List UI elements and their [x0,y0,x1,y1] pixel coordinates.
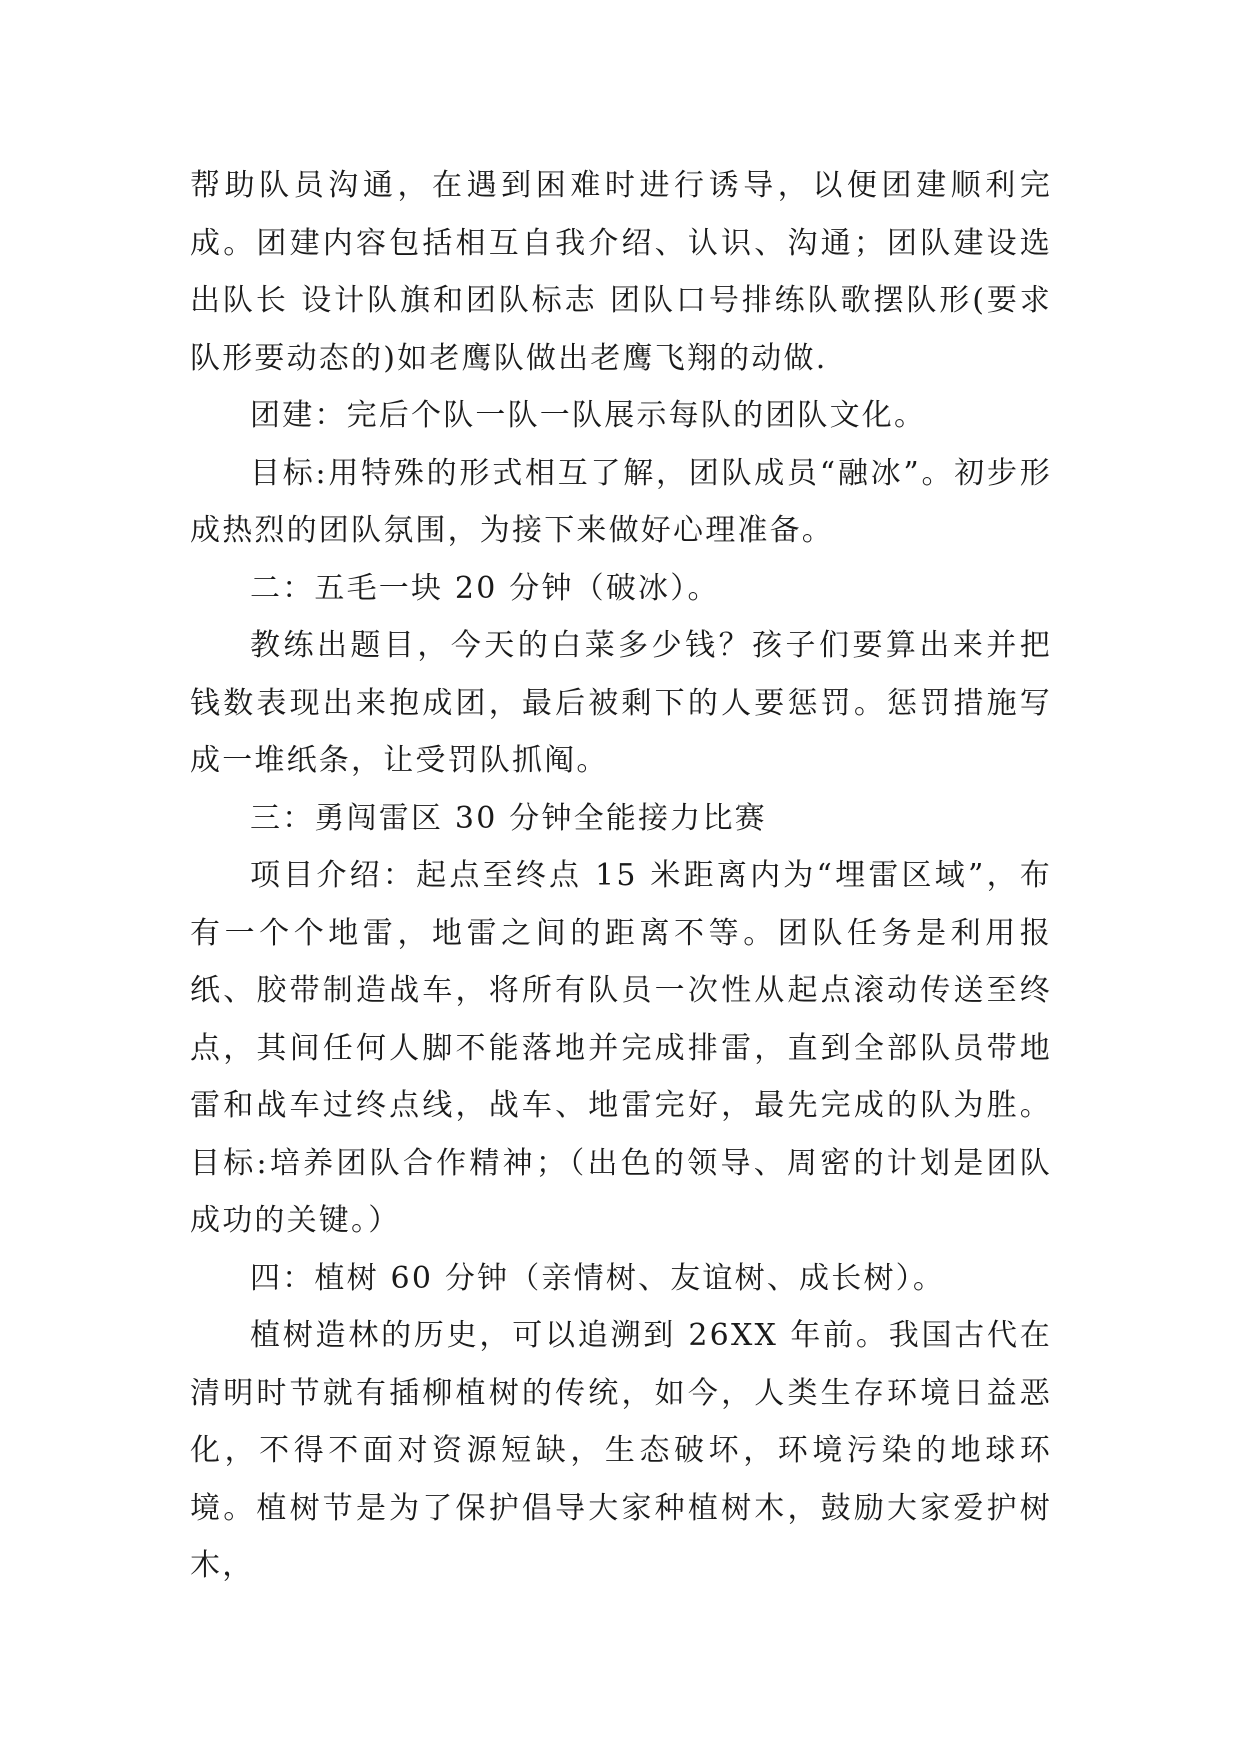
paragraph-7: 项目介绍：起点至终点 15 米距离内为“埋雷区域”，布有一个个地雷，地雷之间的距离不等。团队任务是利用报纸、胶带制造战车，将所有队员一次性从起点滚动传送至终点，其间任何人脚不能落地并完成排雷，直到全部队员带地雷和战车过终点线，战车、地雷完好，最先完成的队为胜。目标:培养团队合作精神；（出色的领导、周密的计划是团队成功的关键。） [190,858,1052,1238]
paragraph-1: 帮助队员沟通，在遇到困难时进行诱导，以便团建顺利完成。团建内容包括相互自我介绍、认识、沟通；团队建设选出队长 设计队旗和团队标志 团队口号排练队歌摆队形(要求队形要动态的)如老鹰队做出老鹰飞翔的动做. [190,168,1052,376]
paragraph-3: 目标:用特殊的形式相互了解，团队成员“融冰”。初步形成热烈的团队氛围，为接下来做好心理准备。 [190,455,1052,548]
paragraph-2: 团建：完后个队一队一队展示每队的团队文化。 [250,398,927,433]
section-heading-3: 三：勇闯雷区 30 分钟全能接力比赛 [250,800,767,836]
document-body [190,157,1052,1595]
section-heading-4: 四：植树 60 分钟（亲情树、友谊树、成长树）。 [250,1260,946,1296]
paragraph-5: 教练出题目，今天的白菜多少钱？孩子们要算出来并把钱数表现出来抱成团，最后被剩下的人要惩罚。惩罚措施写成一堆纸条，让受罚队抓阄。 [190,628,1052,778]
section-heading-2: 二：五毛一块 20 分钟（破冰）。 [250,570,720,606]
paragraph-9: 植树造林的历史，可以追溯到 26XX 年前。我国古代在清明时节就有插柳植树的传统，如今，人类生存环境日益恶化，不得不面对资源短缺，生态破坏，环境污染的地球环境。植树节是为了保护倡导大家种植树木，鼓励大家爱护树木， [190,1318,1052,1583]
